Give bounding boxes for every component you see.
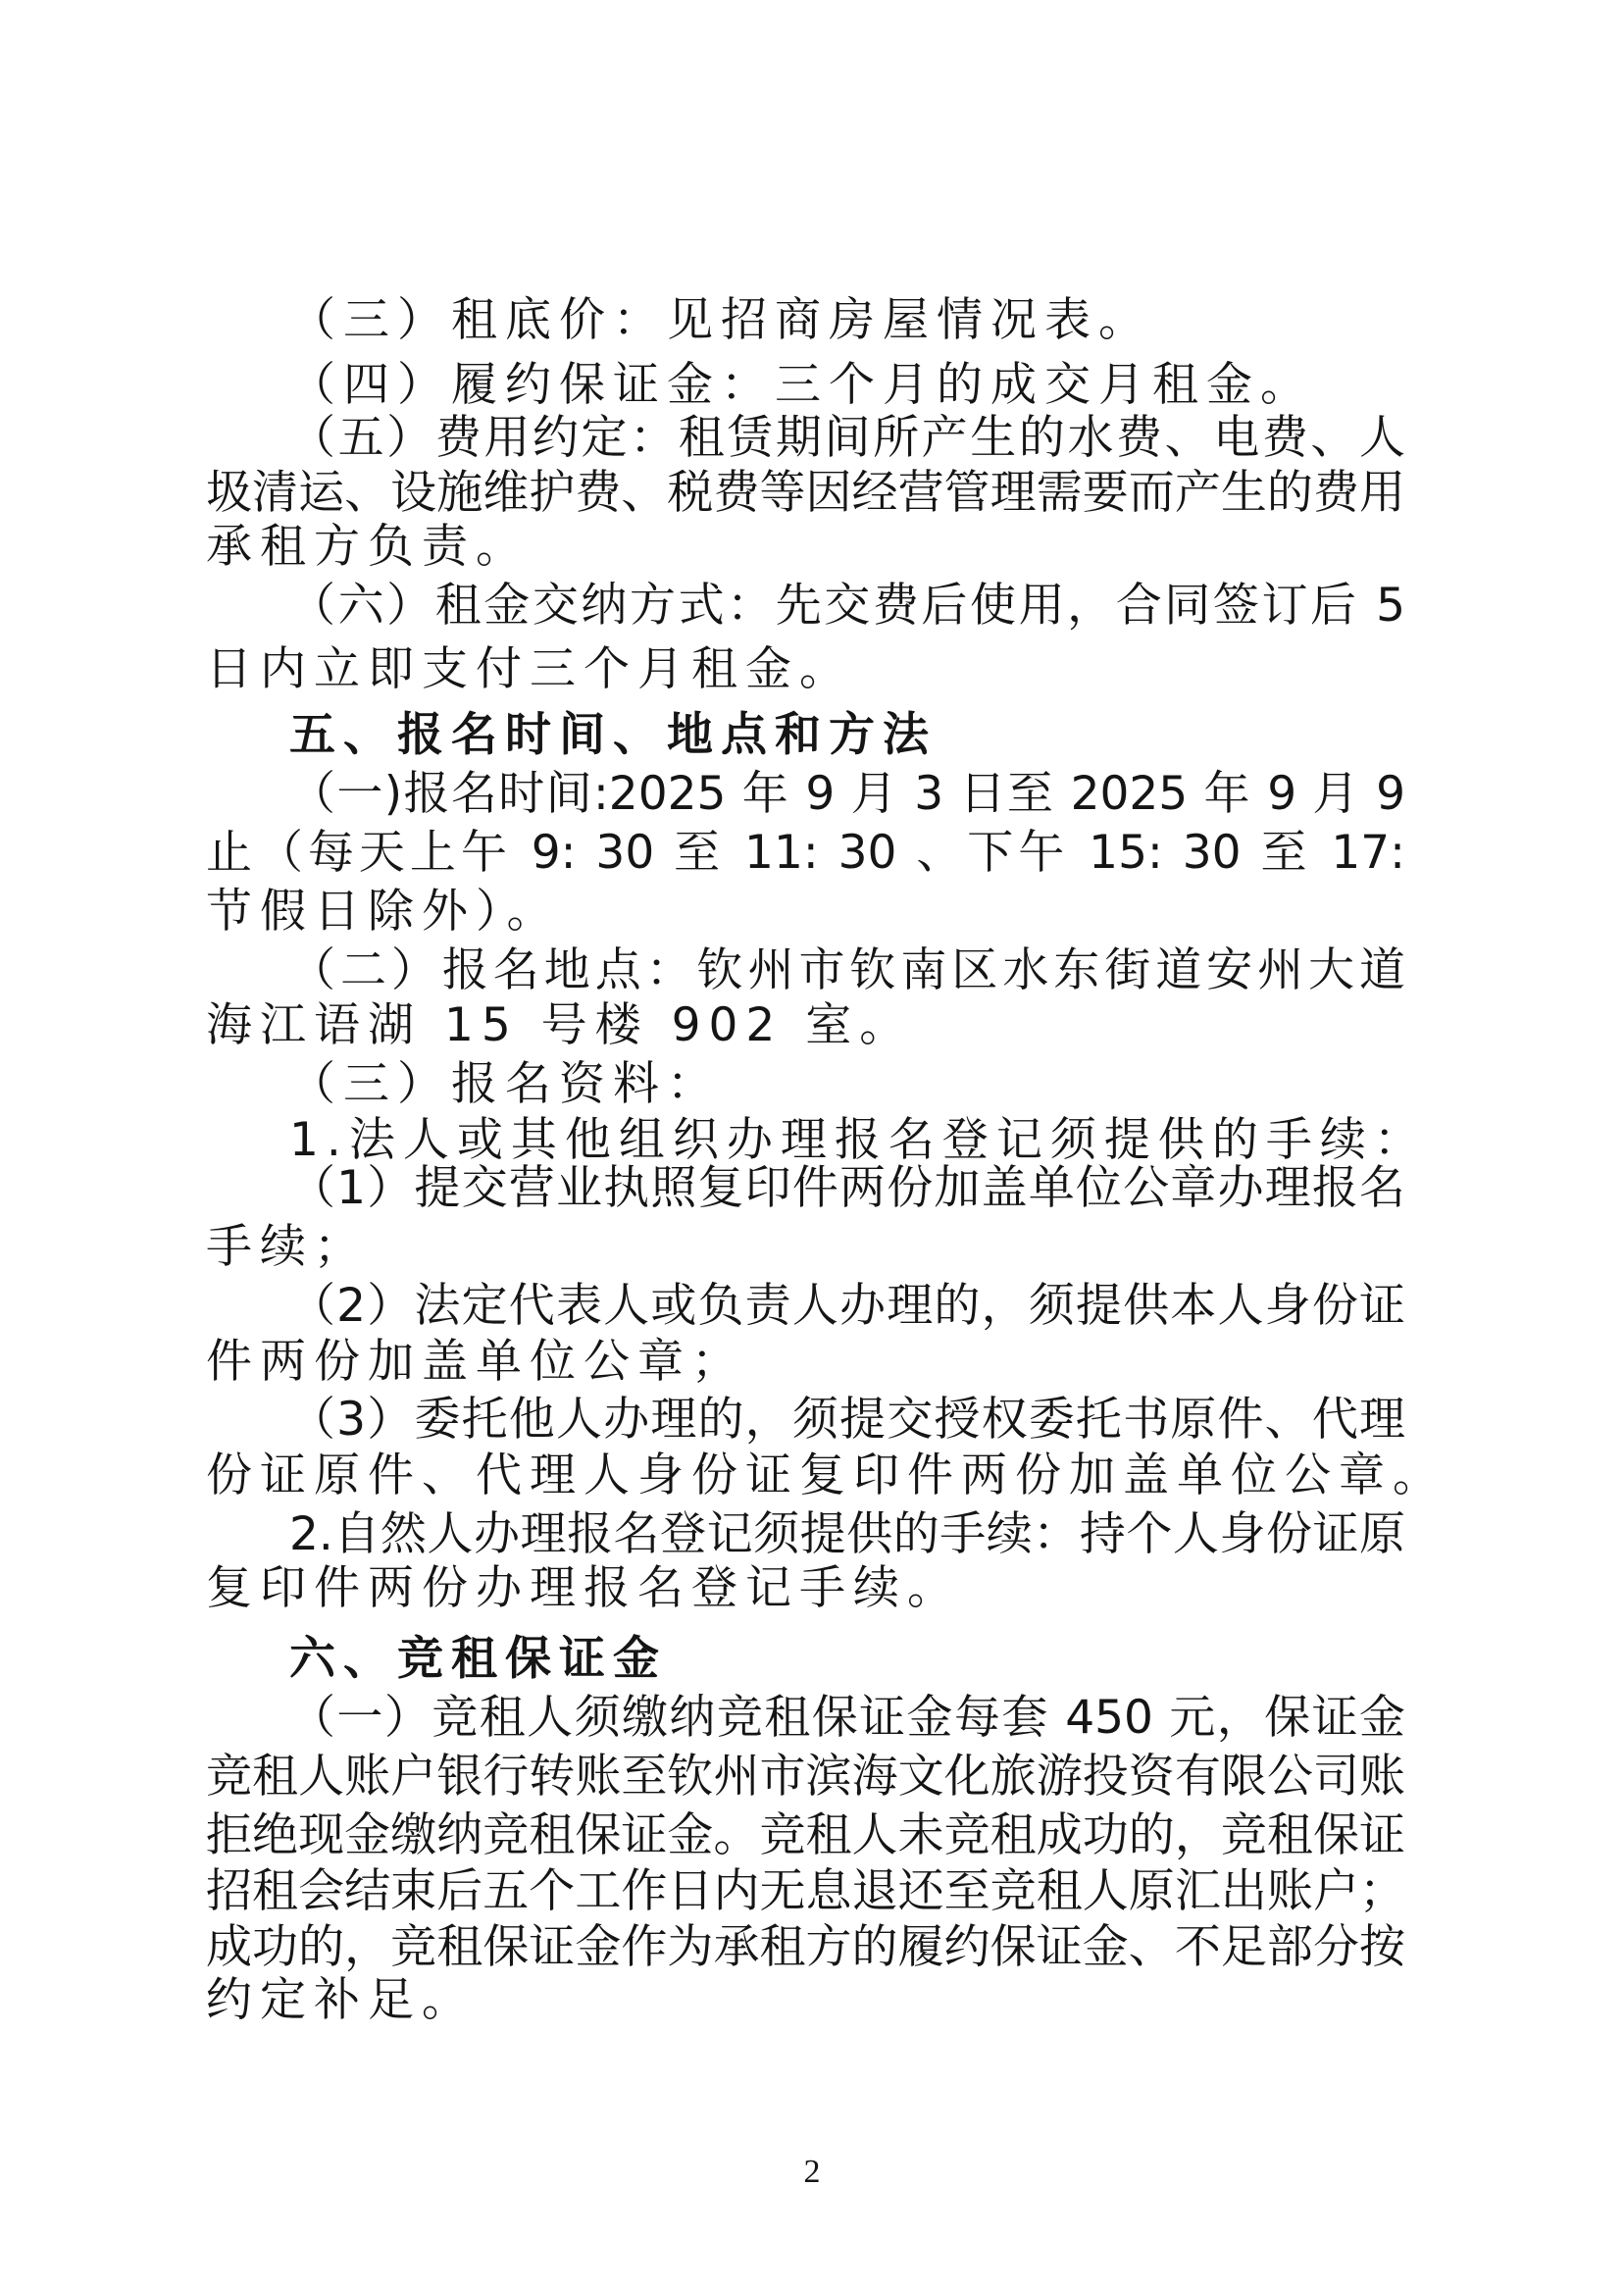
text-line: （五）费用约定：租赁期间所产生的水费、电费、人 xyxy=(289,411,1405,465)
text-line: （三）报名资料： xyxy=(289,1057,721,1111)
text-line: 竞租人账户银行转账至钦州市滨海文化旅游投资有限公司账 xyxy=(206,1750,1405,1804)
text-line: 节假日除外）。 xyxy=(206,885,561,939)
text-line: （三）租底价：见招商房屋情况表。 xyxy=(289,293,1152,347)
text-line: 约定补足。 xyxy=(206,1973,476,2027)
text-line: 成功的，竞租保证金作为承租方的履约保证金、不足部分按 xyxy=(206,1920,1405,1974)
section-heading: 五、报名时间、地点和方法 xyxy=(289,708,937,762)
text-line: 日内立即支付三个月租金。 xyxy=(206,642,853,696)
text-line: 承租方负责。 xyxy=(206,520,530,574)
text-line: 复印件两份办理报名登记手续。 xyxy=(206,1561,961,1615)
text-line: 海江语湖 15 号楼 902 室。 xyxy=(206,998,914,1052)
text-line: 拒绝现金缴纳竞租保证金。竞租人未竞租成功的，竞租保证 xyxy=(206,1808,1405,1862)
page-number: 2 xyxy=(803,2154,821,2190)
text-line: 招租会结束后五个工作日内无息退还至竞租人原汇出账户； xyxy=(206,1864,1405,1918)
text-line: 手续； xyxy=(206,1220,368,1274)
text-line: （一)报名时间:2025 年 9 月 3 日至 2025 年 9 月 9 xyxy=(289,767,1405,821)
text-line: 件两份加盖单位公章； xyxy=(206,1335,745,1389)
text-line: 圾清运、设施维护费、税费等因经营管理需要而产生的费用 xyxy=(206,466,1405,520)
text-line: （六）租金交纳方式：先交费后使用，合同签订后 5 xyxy=(289,579,1405,633)
text-line: （1）提交营业执照复印件两份加盖单位公章办理报名 xyxy=(289,1161,1405,1215)
text-line: （四）履约保证金：三个月的成交月租金。 xyxy=(289,358,1314,412)
text-line: 份证原件、代理人身份证复印件两份加盖单位公章。 xyxy=(206,1449,1446,1502)
section-heading: 六、竞租保证金 xyxy=(289,1632,667,1686)
text-line: 止（每天上午 9: 30 至 11: 30 、下午 15: 30 至 17: xyxy=(206,826,1405,880)
text-line: 1.法人或其他组织办理报名登记须提供的手续： xyxy=(289,1113,1428,1167)
text-line: （2）法定代表人或负责人办理的，须提供本人身份证 xyxy=(289,1279,1405,1333)
text-line: （二）报名地点：钦州市钦南区水东街道安州大道 xyxy=(289,943,1405,997)
text-line: （3）委托他人办理的，须提交授权委托书原件、代理 xyxy=(289,1393,1405,1447)
text-line: 2.自然人办理报名登记须提供的手续：持个人身份证原 xyxy=(289,1507,1405,1561)
text-line: （一）竞租人须缴纳竞租保证金每套 450 元，保证金 xyxy=(289,1691,1405,1745)
